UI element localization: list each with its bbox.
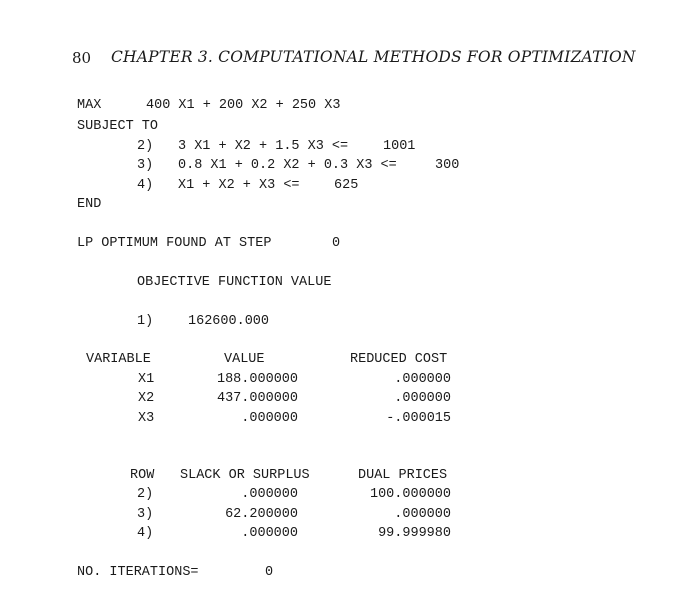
slack-or-surplus-value: .000000 — [241, 487, 298, 502]
reduced-cost: -.000015 — [386, 411, 451, 426]
column-header-row: ROW — [130, 468, 155, 483]
constraint-expression: X1 + X2 + X3 <= — [178, 178, 300, 193]
variable-value: 188.000000 — [216, 372, 298, 387]
slack-or-surplus-value: 62.200000 — [225, 507, 298, 522]
iterations-label: NO. ITERATIONS= — [77, 565, 199, 580]
dual-price-value: .000000 — [394, 507, 451, 522]
reduced-cost: .000000 — [394, 372, 451, 387]
column-header-slack-or-surplus: SLACK OR SURPLUS — [180, 468, 310, 483]
row-label: 4) — [137, 526, 154, 541]
dual-price-value: 99.999980 — [378, 526, 451, 541]
optimum-step-value: 0 — [332, 236, 341, 251]
constraint-label: 3) — [137, 158, 154, 173]
subject-to-label: SUBJECT TO — [77, 119, 159, 134]
constraint-rhs: 625 — [334, 178, 359, 193]
row-label: 2) — [137, 487, 154, 502]
end-keyword: END — [77, 197, 102, 212]
column-header-variable: VARIABLE — [86, 352, 151, 367]
objective-function-value: 162600.000 — [188, 314, 270, 329]
column-header-dual-prices: DUAL PRICES — [358, 468, 448, 483]
objective-keyword: MAX — [77, 98, 102, 113]
constraint-expression: 3 X1 + X2 + 1.5 X3 <= — [178, 139, 349, 154]
constraint-label: 4) — [137, 178, 154, 193]
row-label: 3) — [137, 507, 154, 522]
iterations-value: 0 — [265, 565, 274, 580]
column-header-reduced-cost: REDUCED COST — [350, 352, 448, 367]
objective-row-label: 1) — [137, 314, 154, 329]
optimum-found-text: LP OPTIMUM FOUND AT STEP — [77, 236, 272, 251]
variable-value: .000000 — [241, 411, 298, 426]
variable-name: X2 — [138, 391, 155, 406]
variable-name: X3 — [138, 411, 155, 426]
constraint-expression: 0.8 X1 + 0.2 X2 + 0.3 X3 <= — [178, 158, 397, 173]
dual-price-value: 100.000000 — [369, 487, 451, 502]
variable-name: X1 — [138, 372, 155, 387]
objective-expression: 400 X1 + 200 X2 + 250 X3 — [146, 98, 341, 113]
reduced-cost: .000000 — [394, 391, 451, 406]
constraint-rhs: 300 — [435, 158, 460, 173]
slack-or-surplus-value: .000000 — [241, 526, 298, 541]
constraint-label: 2) — [137, 139, 154, 154]
objective-function-heading: OBJECTIVE FUNCTION VALUE — [137, 275, 332, 290]
variable-value: 437.000000 — [216, 391, 298, 406]
chapter-title: CHAPTER 3. COMPUTATIONAL METHODS FOR OPTIMIZATION — [111, 48, 636, 66]
column-header-value: VALUE — [224, 352, 265, 367]
constraint-rhs: 1001 — [383, 139, 416, 154]
page-number: 80 — [72, 49, 92, 67]
